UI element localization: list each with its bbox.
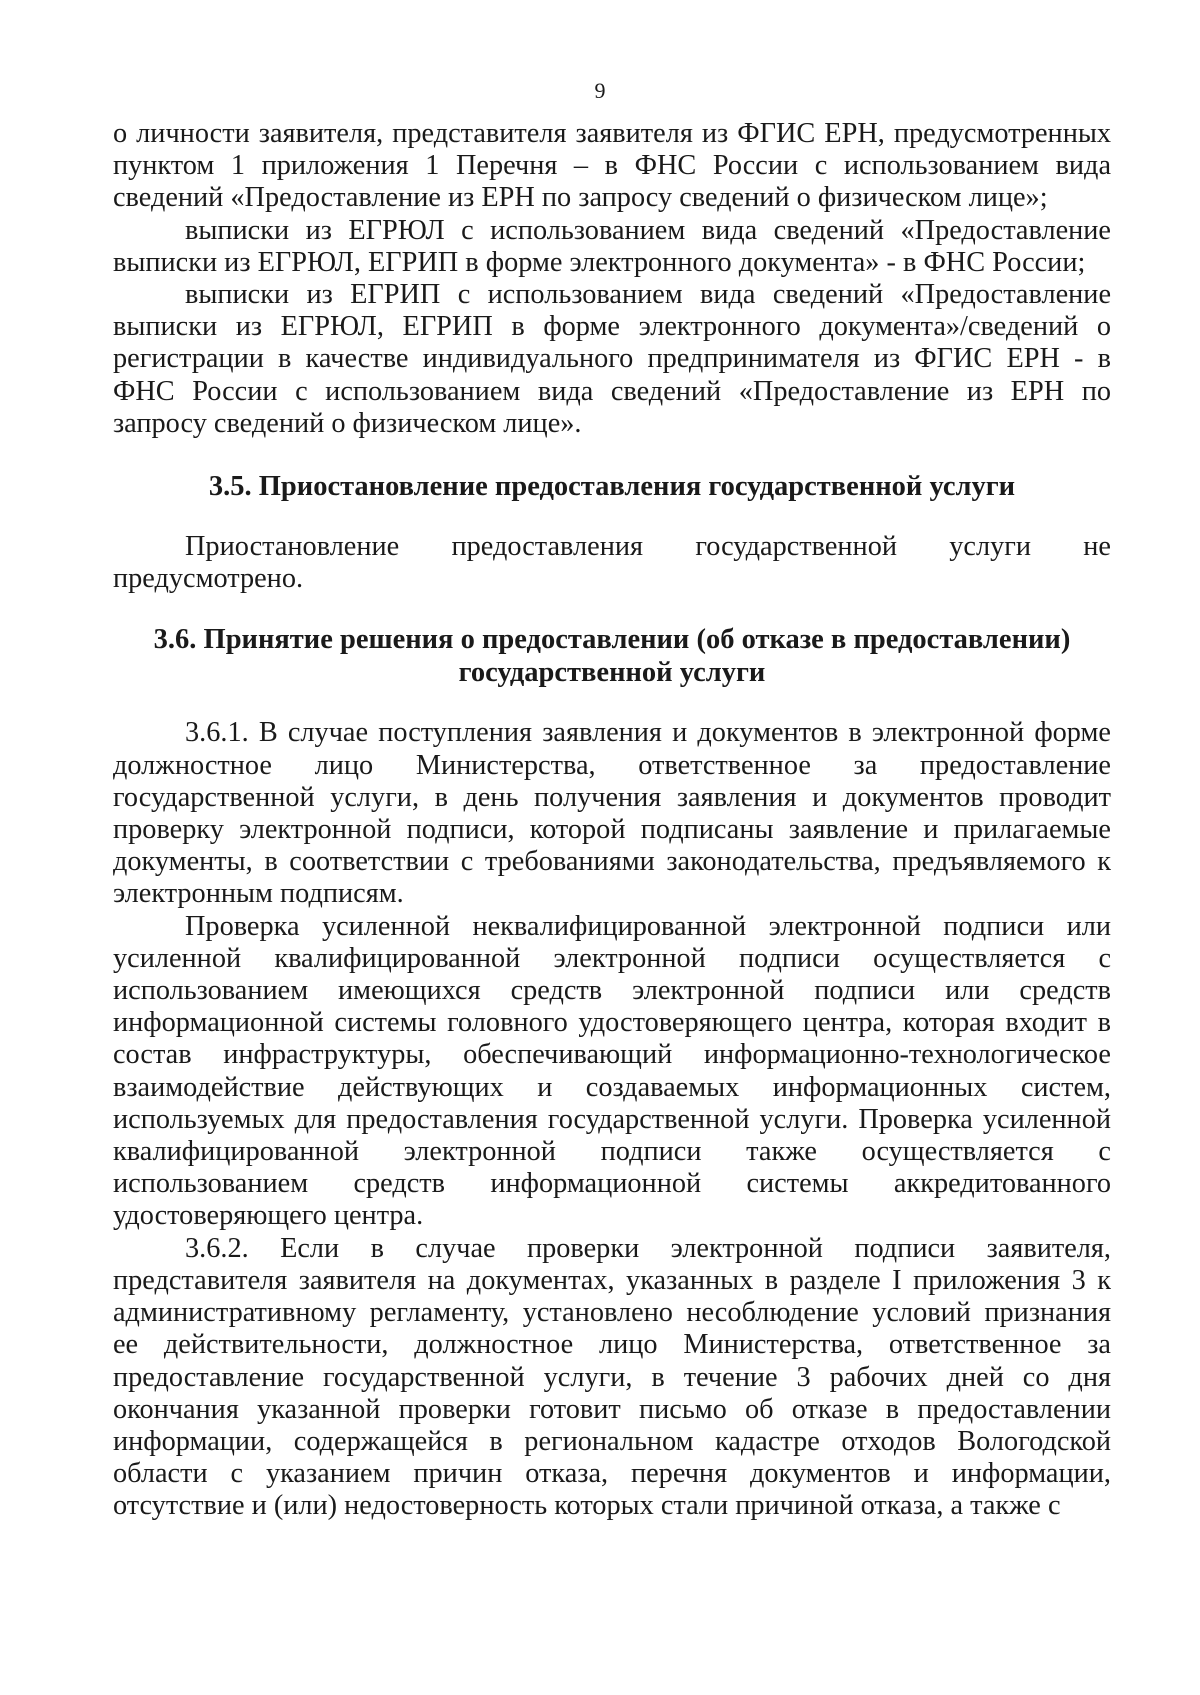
paragraph: Приостановление предоставления государственной услуги не предусмотрено. <box>113 531 1111 595</box>
paragraph: выписки из ЕГРИП с использованием вида сведений «Предоставление выписки из ЕГРЮЛ, ЕГРИП в форме электронного документа»/сведений о регистрации в качестве индивидуального предпринимателя из ФГИС ЕРН - в ФНС России с использованием вида сведений «Предоставление из ЕРН по запросу сведений о физическом лице». <box>113 279 1111 439</box>
heading-line: государственной услуги <box>458 657 766 689</box>
paragraph: Проверка усиленной неквалифицированной электронной подписи или усиленной квалифицированной электронной подписи осуществляется с использованием имеющихся средств электронной подписи или средств информационной системы головного удостоверяющего центра, которая входит в состав инфраструктуры, обеспечивающий информационно-технологическое взаимодействие действующих и создаваемых информационных систем, используемых для предоставления государственной услуги. Проверка усиленной квалифицированной электронной подписи также осуществляется с использованием средств информационной системы аккредитованного удостоверяющего центра. <box>113 910 1111 1232</box>
section-heading-3-5: 3.5. Приостановление предоставления государственной услуги <box>208 471 1016 503</box>
paragraph: выписки из ЕГРЮЛ с использованием вида сведений «Предоставление выписки из ЕГРЮЛ, ЕГРИП в форме электронного документа» - в ФНС России; <box>113 214 1111 278</box>
section-heading-3-6 <box>113 623 1111 689</box>
paragraph: 3.6.2. Если в случае проверки электронной подписи заявителя, представителя заявителя на документах, указанных в разделе I приложения 3 к административному регламенту, установлено несоблюдение условий признания ее действительности, должностное лицо Министерства, ответственное за предоставление государственной услуги, в течение 3 рабочих дней со дня окончания указанной проверки готовит письмо об отказе в предоставлении информации, содержащейся в региональном кадастре отходов Вологодской области с указанием причин отказа, перечня документов и информации, отсутствие и (или) недостоверность которых стали причиной отказа, а также с <box>113 1232 1111 1522</box>
paragraph: 3.6.1. В случае поступления заявления и документов в электронной форме должностное лицо Министерства, ответственное за предоставление государственной услуги, в день получения заявления и документов проводит проверку электронной подписи, которой подписаны заявление и прилагаемые документы, в соответствии с требованиями законодательства, предъявляемого к электронным подписям. <box>113 717 1111 910</box>
paragraph: о личности заявителя, представителя заявителя из ФГИС ЕРН, предусмотренных пунктом 1 приложения 1 Перечня – в ФНС России с использованием вида сведений «Предоставление из ЕРН по запросу сведений о физическом лице»; <box>113 118 1111 214</box>
heading-line: 3.6. Принятие решения о предоставлении (об отказе в предоставлении) <box>153 624 1071 656</box>
document-body <box>113 118 1111 1523</box>
page-number: 9 <box>594 78 606 103</box>
